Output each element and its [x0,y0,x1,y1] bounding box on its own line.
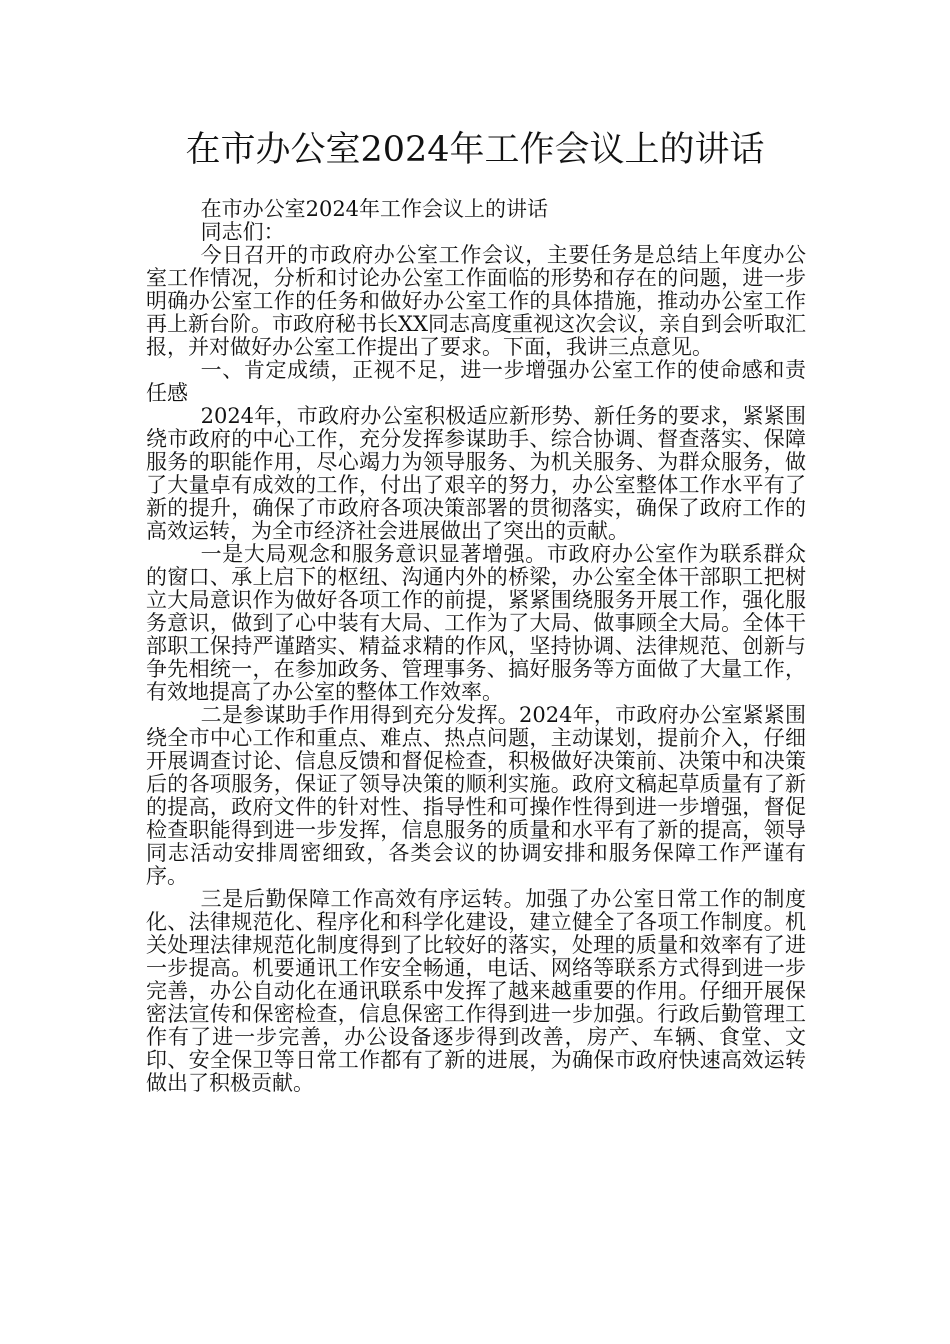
section-heading-1: 一、肯定成绩，正视不足，进一步增强办公室工作的使命感和责任感 [146,358,806,405]
paragraph-point-2: 二是参谋助手作用得到充分发挥。2024年，市政府办公室紧紧围绕全市中心工作和重点、难点、热点问题，主动谋划，提前介入，仔细开展调查讨论、信息反馈和督促检查，积极做好决策前、决策中和决策后的各项服务，保证了领导决策的顺利实施。政府文稿起草质量有了新的提高，政府文件的针对性、指导性和可操作性得到进一步增强，督促检查职能得到进一步发挥，信息服务的质量和水平有了新的提高，领导同志活动安排周密细致，各类会议的协调安排和服务保障工作严谨有序。 [146,703,806,888]
document-title: 在市办公室2024年工作会议上的讲话 [185,130,765,170]
paragraph-point-3: 三是后勤保障工作高效有序运转。加强了办公室日常工作的制度化、法律规范化、程序化和科学化建设，建立健全了各项工作制度。机关处理法律规范化制度得到了比较好的落实，处理的质量和效率有了进一步提高。机要通讯工作安全畅通，电话、网络等联系方式得到进一步完善，办公自动化在通讯联系中发挥了越来越重要的作用。仔细开展保密法宣传和保密检查，信息保密工作得到进一步加强。行政后勤管理工作有了进一步完善，办公设备逐步得到改善，房产、车辆、食堂、文印、安全保卫等日常工作都有了新的进展，为确保市政府快速高效运转做出了积极贡献。 [146,887,806,1095]
document-subtitle: 在市办公室2024年工作会议上的讲话 [200,197,549,221]
salutation: 同志们： [200,220,285,244]
document-body [146,198,806,1095]
paragraph-point-1: 一是大局观念和服务意识显著增强。市政府办公室作为联系群众的窗口、承上启下的枢纽、沟通内外的桥梁，办公室全体干部职工把树立大局意识作为做好各项工作的前提，紧紧围绕服务开展工作，强化服务意识，做到了心中装有大局、工作为了大局、做事顾全大局。全体干部职工保持严谨踏实、精益求精的作风，坚持协调、法律规范、创新与争先相统一，在参加政务、管理事务、搞好服务等方面做了大量工作，有效地提高了办公室的整体工作效率。 [146,542,806,704]
paragraph-achievements: 2024年，市政府办公室积极适应新形势、新任务的要求，紧紧围绕市政府的中心工作，充分发挥参谋助手、综合协调、督查落实、保障服务的职能作用，尽心竭力为领导服务、为机关服务、为群众服务，做了大量卓有成效的工作，付出了艰辛的努力，办公室整体工作水平有了新的提升，确保了市政府各项决策部署的贯彻落实，确保了政府工作的高效运转，为全市经济社会进展做出了突出的贡献。 [146,404,806,543]
paragraph-intro: 今日召开的市政府办公室工作会议，主要任务是总结上年度办公室工作情况，分析和讨论办公室工作面临的形势和存在的问题，进一步明确办公室工作的任务和做好办公室工作的具体措施，推动办公室工作再上新台阶。市政府秘书长XX同志高度重视这次会议，亲自到会听取汇报，并对做好办公室工作提出了要求。下面，我讲三点意见。 [146,243,806,359]
